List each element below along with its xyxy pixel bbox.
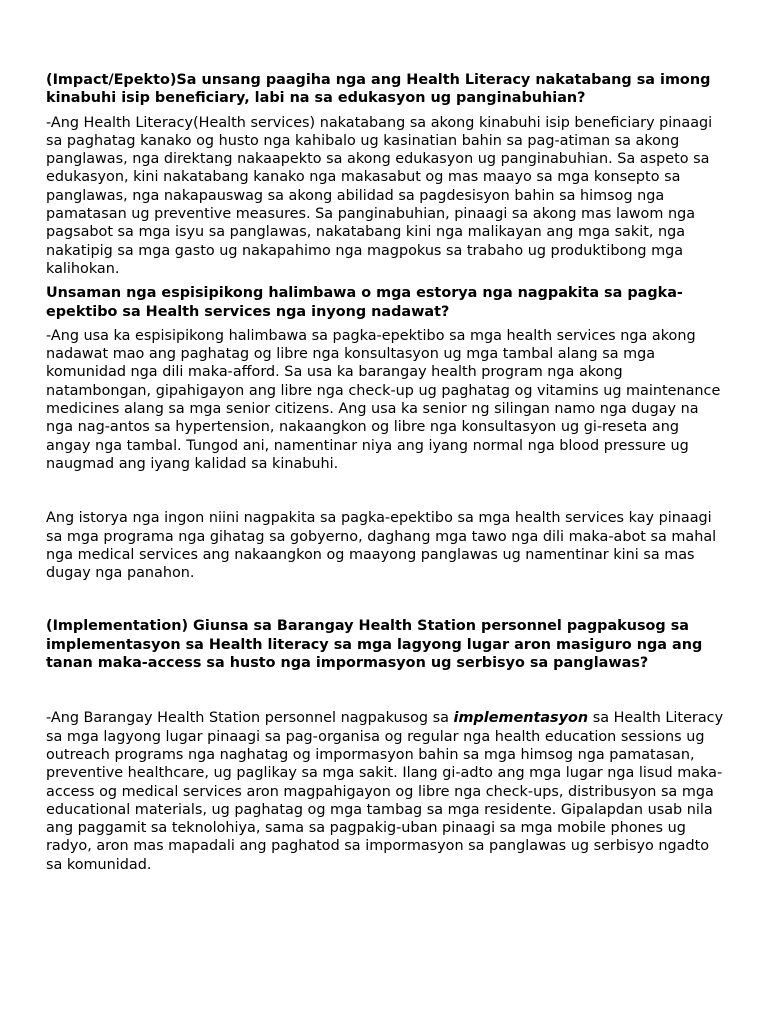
impact-question: (Impact/Epekto)Sa unsang paagiha nga ang Health Literacy nakatabang sa imong kinabuhi isip beneficiary, labi na sa edukasyon ug panginabuhian? — [46, 72, 711, 107]
example-answer: -Ang usa ka espisipikong halimbawa sa pagka-epektibo sa mga health services nga akong nadawat mao ang paghatag og libre nga konsultasyon ug mga tambal alang sa mga komunidad nga dili maka-afford. Sa usa ka barangay health program nga akong natambongan, gipahigayon ang libre nga check-up ug paghatag og vitamins ug maintenance medicines alang sa mga senior citizens. Ang usa ka senior ng silingan namo nga dugay na nga nag-antos sa hypertension, nakaangkon og libre nga konsultasyon ug gi-reseta ang angay nga tambal. Tungod ani, namentinar niya ang iyang normal nga blood pressure ug naugmad ang iyang kalidad sa kinabuhi. — [46, 327, 721, 472]
impact-answer: -Ang Health Literacy(Health services) nakatabang sa akong kinabuhi isip beneficiary pinaagi sa paghatag kanako og husto nga kahibalo ug kasinatian bahin sa pag-atiman sa akong panglawas, nga direktang nakaapekto sa akong edukasyon ug panginabuhian. Sa aspeto sa edukasyon, kini nakatabang kanako nga makasabut og mas maayo sa mga konsepto sa panglawas, nga nakapauswag sa akong abilidad sa pagdesisyon bahin sa himsog nga pamatasan ug preventive measures. Sa panginabuhian, pinaagi sa akong mas lawom nga pagsabot sa mga isyu sa panglawas, nakatabang kini nga malikayan ang mga sakit, nga nakatipig sa mga gasto ug nakapahimo nga magpokus sa trabaho ug produktibong mga kalihokan. — [46, 114, 713, 277]
implementation-answer-prefix: -Ang Barangay Health Station personnel nagpakusog sa — [46, 710, 454, 727]
document-page — [46, 71, 726, 874]
implementation-answer-rest: sa Health Literacy sa mga lagyong lugar pinaagi sa pag-organisa og regular nga health education sessions ug outreach programs nga naghatag og impormasyon bahin sa mga himsog nga pamatasan, preventive healthcare, ug paglikay sa mga sakit. Ilang gi-adto ang mga lugar nga lisud maka-access og medical services aron magpahigayon og libre nga check-ups, distribusyon sa mga educational materials, ug paghatag og mga tambag sa mga residente. Gipalapdan usab nila ang paggamit sa teknolohiya, sama sa pagpakig-uban pinaagi sa mga mobile phones ug radyo, aron mas mapadali ang paghatod sa impormasyon sa panglawas ug serbisyo ngadto sa komunidad. — [46, 710, 724, 873]
example-question: Unsaman nga espisipikong halimbawa o mga estorya nga nagpakita sa pagka-epektibo sa Health services nga inyong nadawat? — [46, 285, 683, 320]
implementation-question: (Implementation) Giunsa sa Barangay Health Station personnel pagpakusog sa implementasyon sa Health literacy sa mga lagyong lugar aron masiguro nga ang tanan maka-access sa husto nga impormasyon ug serbisyo sa panglawas? — [46, 618, 703, 672]
implementation-emphasis: implementasyon — [453, 710, 589, 727]
implementation-answer — [46, 709, 726, 874]
story-paragraph: Ang istorya nga ingon niini nagpakita sa pagka-epektibo sa mga health services kay pinaagi sa mga programa nga gihatag sa gobyerno, daghang mga tawo nga dili maka-abot sa mahal nga medical services ang nakaangkon og maayong panglawas ug namentinar kini sa mas dugay nga panahon. — [46, 510, 717, 582]
